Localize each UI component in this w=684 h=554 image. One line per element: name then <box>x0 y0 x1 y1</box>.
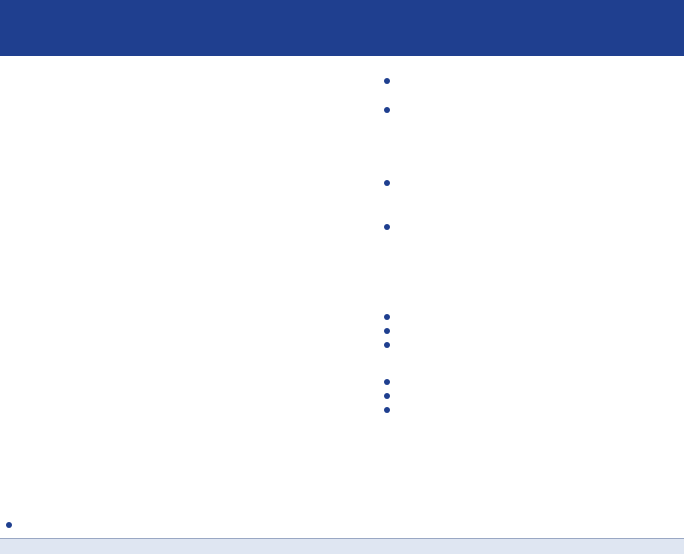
bullet-icon <box>384 107 390 113</box>
bahn-item <box>384 75 394 89</box>
bullet-icon <box>384 342 390 348</box>
footer <box>0 538 684 554</box>
passagier-stat-row <box>384 339 394 353</box>
passagier-stat-row <box>384 325 394 339</box>
bullet-icon <box>384 379 390 385</box>
bahn-item <box>384 177 394 191</box>
bahn-item <box>384 221 394 235</box>
bullet-icon <box>384 224 390 230</box>
passagier-stat-row <box>384 311 394 325</box>
bullet-icon <box>384 180 390 186</box>
title-banner <box>0 16 684 56</box>
top-bar <box>0 0 684 16</box>
vorfeld-row-3 <box>6 519 16 533</box>
bullet-icon <box>384 407 390 413</box>
bullet-icon <box>6 522 12 528</box>
bullet-icon <box>384 328 390 334</box>
fracht-stat-row <box>384 390 394 404</box>
bullet-icon <box>384 78 390 84</box>
fracht-stat-row <box>384 376 394 390</box>
bullet-icon <box>384 393 390 399</box>
fracht-stat-row <box>384 404 394 418</box>
bullet-icon <box>384 314 390 320</box>
bahn-item <box>384 104 394 118</box>
